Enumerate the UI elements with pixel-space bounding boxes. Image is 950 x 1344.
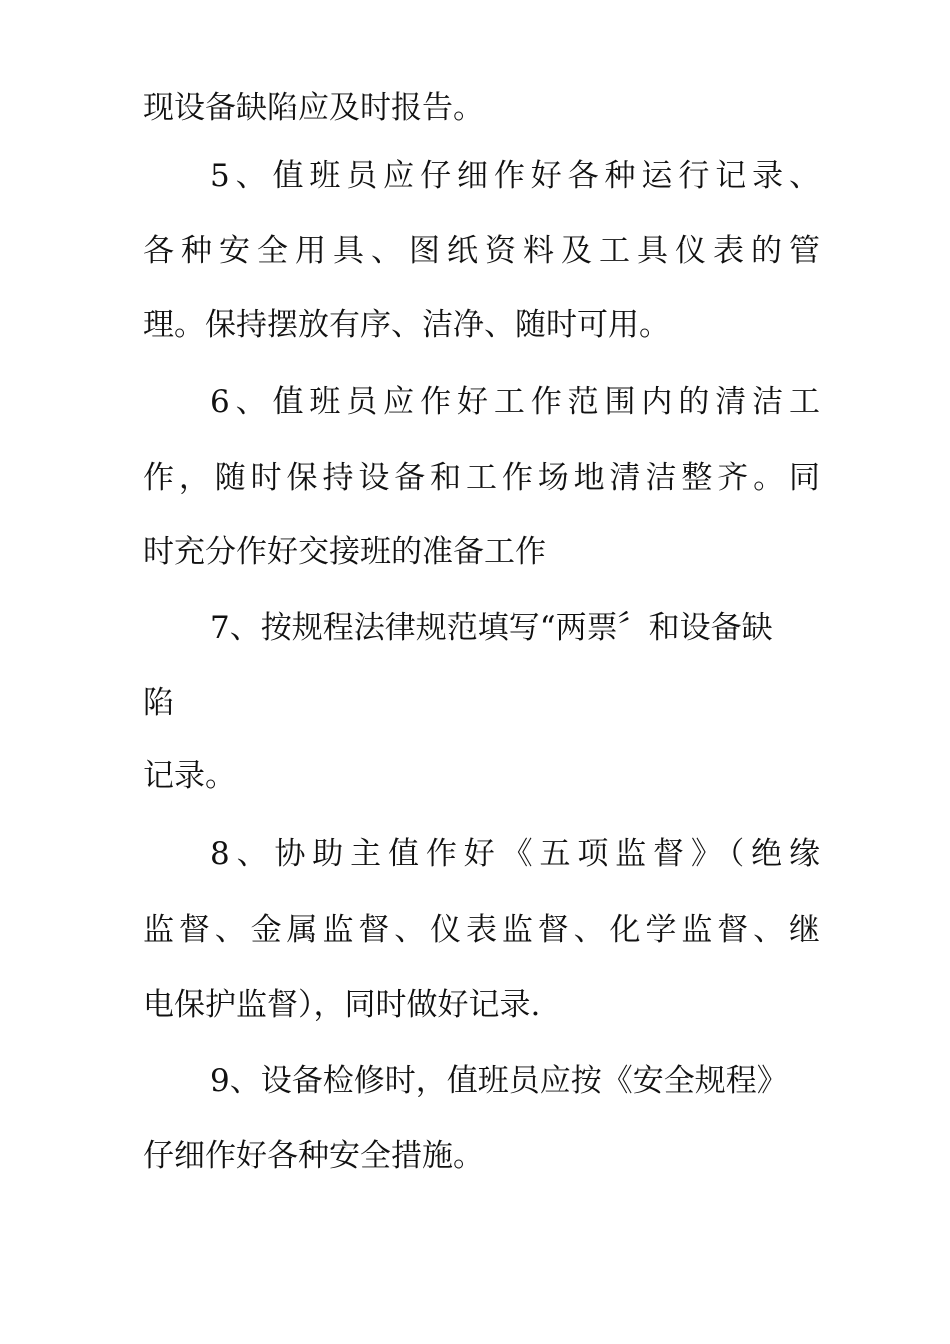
text-line: 陷: [143, 685, 174, 721]
text-line: 时充分作好交接班的准备工作: [143, 534, 546, 570]
text-line: 监督、金属监督、仪表监督、化学监督、继: [143, 912, 820, 948]
text-line: 8、协助主值作好《五项监督》（绝缘: [210, 836, 820, 872]
text-line: 6、值班员应作好工作范围内的清洁工: [210, 384, 820, 420]
text-line: 理。保持摆放有序、洁净、随时可用。: [143, 307, 670, 343]
text-line: 仔细作好各种安全措施。: [143, 1138, 484, 1174]
text-line: 各种安全用具、图纸资料及工具仪表的管: [143, 233, 820, 269]
text-line: 9、设备检修时，值班员应按《安全规程》: [210, 1063, 788, 1099]
text-line: 记录。: [143, 758, 236, 794]
text-line: 电保护监督），同时做好记录.: [143, 987, 541, 1023]
text-line: 5、值班员应仔细作好各种运行记录、: [210, 158, 820, 194]
text-line: 7、按规程法律规范填写“两票〞和设备缺: [210, 610, 773, 646]
text-line: 作，随时保持设备和工作场地清洁整齐。同: [143, 460, 820, 496]
text-line: 现设备缺陷应及时报告。: [143, 90, 484, 126]
